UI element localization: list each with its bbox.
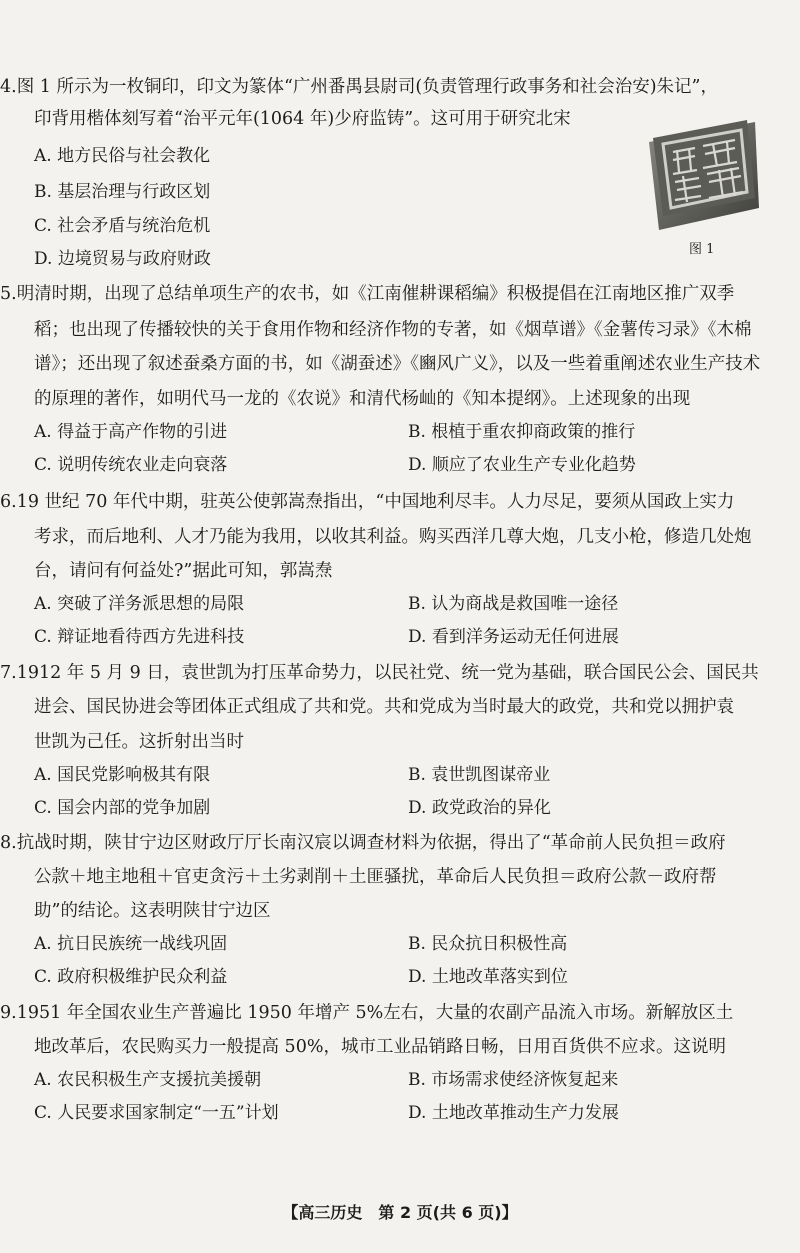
question-stem-line: 公款＋地主地租＋官吏贪污＋土劣剥削＋土匪骚扰，革命后人民负担＝政府公款－政府帮 — [34, 867, 717, 887]
question-stem-line: 的原理的著作，如明代马一龙的《农说》和清代杨屾的《知本提纲》。上述现象的出现 — [34, 389, 691, 409]
question-stem-line: 考求，而后地利、人才乃能为我用，以收其利益。购买西洋几尊大炮，几支小枪，修造几处炮 — [34, 527, 752, 547]
page-footer: 【高三历史 第 2 页(共 6 页)】 — [282, 1203, 518, 1222]
option-b: B. 认为商战是救国唯一途径 — [408, 594, 619, 614]
option-d: D. 政党政治的异化 — [408, 798, 551, 818]
option-c: C. 辩证地看待西方先进科技 — [34, 627, 245, 647]
question-stem-line: 地改革后，农民购买力一般提高 50%，城市工业品销路日畅，日用百货供不应求。这说明 — [34, 1037, 726, 1057]
option-c: C. 人民要求国家制定“一五”计划 — [34, 1103, 279, 1123]
option-b: B. 基层治理与行政区划 — [34, 182, 211, 202]
question-stem-line: 7.1912 年 5 月 9 日，袁世凯为打压革命势力，以民社党、统一党为基础，联合国民公会、国民共 — [0, 663, 759, 683]
option-b: B. 根植于重农抑商政策的推行 — [408, 422, 636, 442]
option-c: C. 说明传统农业走向衰落 — [34, 455, 228, 475]
question-stem-line: 印背用楷体刻写着“治平元年(1064 年)少府监铸”。这可用于研究北宋 — [34, 109, 571, 129]
question-stem-line: 4.图 1 所示为一枚铜印，印文为篆体“广州番禺县尉司(负责管理行政事务和社会治安)朱记”， — [0, 77, 719, 97]
option-a: A. 农民积极生产支援抗美援朝 — [34, 1070, 262, 1090]
option-b: B. 民众抗日积极性高 — [408, 934, 568, 954]
option-d: D. 土地改革推动生产力发展 — [408, 1103, 619, 1123]
option-a: A. 抗日民族统一战线巩固 — [34, 934, 228, 954]
question-stem-line: 谱》；还出现了叙述蚕桑方面的书，如《湖蚕述》《豳风广义》，以及一些着重阐述农业生产技术 — [34, 354, 761, 374]
question-stem-line: 8.抗战时期，陕甘宁边区财政厅厅长南汉宸以调查材料为依据，得出了“革命前人民负担＝政府 — [0, 833, 726, 853]
option-d: D. 顺应了农业生产专业化趋势 — [408, 455, 636, 475]
question-stem-line: 9.1951 年全国农业生产普遍比 1950 年增产 5%左右，大量的农副产品流入市场。新解放区土 — [0, 1003, 734, 1023]
option-d: D. 看到洋务运动无任何进展 — [408, 627, 619, 647]
option-a: A. 地方民俗与社会教化 — [34, 146, 211, 166]
option-d: D. 边境贸易与政府财政 — [34, 249, 211, 269]
bronze-seal-photo-icon — [643, 112, 761, 236]
question-stem-line: 稻；也出现了传播较快的关于食用作物和经济作物的专著，如《烟草谱》《金薯传习录》《木棉 — [34, 320, 752, 340]
option-a: A. 国民党影响极其有限 — [34, 765, 211, 785]
question-stem-line: 5.明清时期，出现了总结单项生产的农书，如《江南催耕课稻编》积极提倡在江南地区推广双季 — [0, 284, 735, 304]
option-c: C. 政府积极维护民众利益 — [34, 967, 228, 987]
option-c: C. 国会内部的党争加剧 — [34, 798, 211, 818]
question-stem-line: 助”的结论。这表明陕甘宁边区 — [34, 901, 271, 921]
question-stem-line: 世凯为己任。这折射出当时 — [34, 732, 244, 752]
question-stem-line: 6.19 世纪 70 年代中期，驻英公使郭嵩焘指出，“中国地利尽丰。人力尽足，要须从国政上实力 — [0, 492, 735, 512]
question-stem-line: 进会、国民协进会等团体正式组成了共和党。共和党成为当时最大的政党，共和党以拥护袁 — [34, 697, 734, 717]
option-b: B. 市场需求使经济恢复起来 — [408, 1070, 619, 1090]
option-c: C. 社会矛盾与统治危机 — [34, 216, 211, 236]
option-a: A. 突破了洋务派思想的局限 — [34, 594, 245, 614]
option-a: A. 得益于高产作物的引进 — [34, 422, 228, 442]
question-stem-line: 台，请问有何益处?”据此可知，郭嵩焘 — [34, 561, 333, 581]
figure-caption: 图 1 — [689, 242, 715, 257]
option-b: B. 袁世凯图谋帝业 — [408, 765, 551, 785]
option-d: D. 土地改革落实到位 — [408, 967, 568, 987]
